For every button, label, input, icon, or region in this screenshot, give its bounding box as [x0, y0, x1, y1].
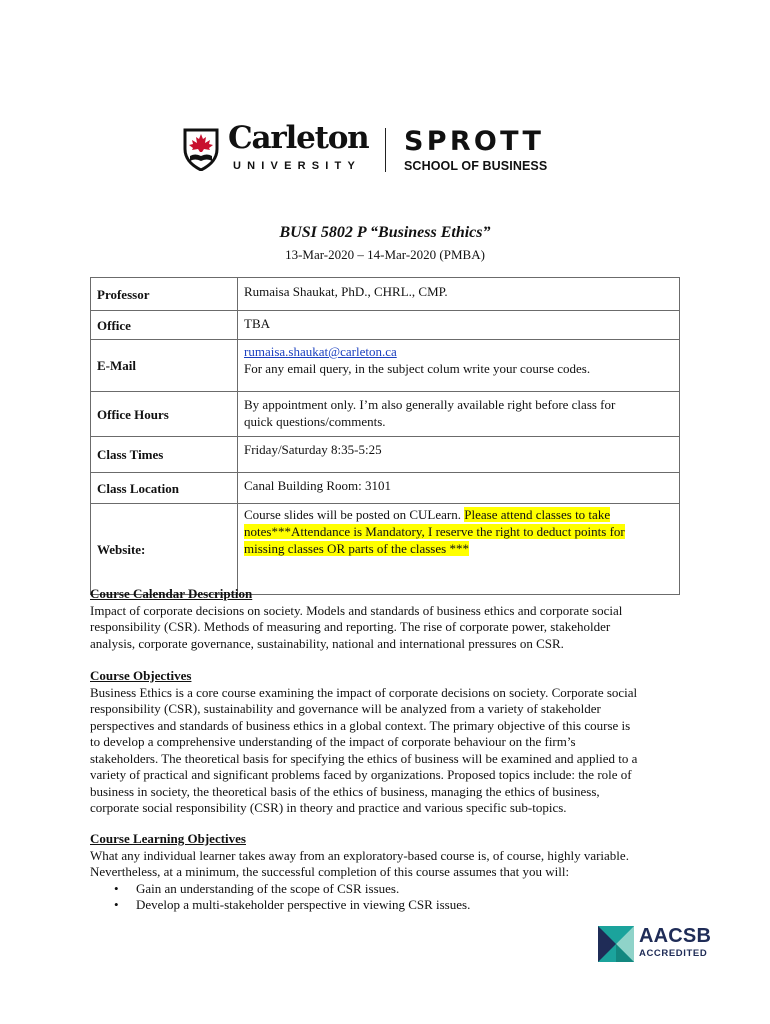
paragraph-line: responsibility (CSR). Methods of measuring and reporting. The rise of corporate power, stakeholder [90, 619, 611, 634]
website-cell [238, 504, 680, 595]
course-title: BUSI 5802 P “Business Ethics” [279, 224, 491, 241]
website-text: Course slides will be posted on CULearn. [244, 507, 465, 522]
paragraph-line: variety of practical and significant problems faced by organizations. Proposed topics include: the role of [90, 767, 632, 782]
section-heading: Course Objectives [90, 668, 192, 683]
class-times-label: Class Times [91, 437, 238, 473]
class-location-label: Class Location [91, 473, 238, 504]
learning-objectives-section [90, 831, 690, 914]
paragraph-line: responsibility (CSR), sustainability and governance will be analyzed from a variety of stakeholder [90, 701, 601, 716]
aacsb-badge [595, 915, 712, 978]
professor-value: Rumaisa Shaukat, PhD., CHRL., CMP. [238, 278, 680, 311]
professor-label: Professor [91, 278, 238, 311]
paragraph-line: What any individual learner takes away from an exploratory-based course is, of course, highly variable. [90, 847, 629, 863]
website-label: Website: [91, 504, 238, 595]
calendar-description-section [90, 586, 690, 652]
attendance-highlight: notes***Attendance is Mandatory, I reserve the right to deduct points for [244, 524, 625, 539]
carleton-subtitle: UNIVERSITY [233, 160, 362, 172]
course-info-table [90, 277, 680, 595]
learning-bullets [90, 881, 690, 914]
table-row [91, 473, 680, 504]
list-item: • Gain an understanding of the scope of CSR issues. [90, 881, 690, 898]
course-dates: 13-Mar-2020 – 14-Mar-2020 (PMBA) [285, 247, 485, 262]
email-note: For any email query, in the subject colum write your course codes. [244, 361, 591, 376]
table-row [91, 311, 680, 340]
attendance-highlight: missing classes OR parts of the classes *** [244, 541, 469, 556]
table-row [91, 504, 680, 595]
section-heading: Course Learning Objectives [90, 831, 246, 846]
paragraph-line: analysis, corporate governance, sustainability, national and international pressures on CSR. [90, 635, 564, 651]
office-hours-line: By appointment only. I’m also generally available right before class for [244, 397, 616, 412]
table-row [91, 340, 680, 392]
office-hours-line: quick questions/comments. [244, 414, 386, 429]
carleton-wordmark: Carleton [228, 120, 369, 156]
sprott-subtitle: SCHOOL OF BUSINESS [404, 159, 548, 173]
paragraph-line: business in society, the theoretical basis of the ethics of business, managing the ethics of business, [90, 783, 600, 799]
aacsb-name: AACSB [639, 925, 712, 947]
list-item: • Develop a multi-stakeholder perspective in viewing CSR issues. [90, 897, 690, 914]
course-objectives-section [90, 668, 690, 817]
paragraph-line: perspectives and standards of business ethics in a global context. The primary objective of this course is [90, 717, 631, 733]
office-label: Office [91, 311, 238, 340]
office-hours-cell [238, 392, 680, 437]
paragraph-line: Impact of corporate decisions on society. Models and standards of business ethics and corporate social [90, 602, 623, 618]
logo-divider [385, 128, 386, 172]
aacsb-subtitle: ACCREDITED [639, 948, 708, 959]
class-times-value: Friday/Saturday 8:35-5:25 [238, 437, 680, 473]
table-row [91, 278, 680, 311]
sprott-wordmark: SPROTT [404, 126, 545, 157]
office-value: TBA [238, 311, 680, 340]
office-hours-label: Office Hours [91, 392, 238, 437]
table-row [91, 392, 680, 437]
paragraph-line: Nevertheless, at a minimum, the successful completion of this course assumes that you will: [90, 864, 570, 879]
paragraph-line: to develop a comprehensive understanding of the impact of corporate behaviour on the firm’s [90, 734, 576, 749]
maple-leaf-shield-icon [182, 127, 220, 171]
paragraph-line: Business Ethics is a core course examining the impact of corporate decisions on society. Corporate social [90, 684, 638, 700]
attendance-highlight: Please attend classes to take [464, 507, 611, 522]
aacsb-accredited-icon [598, 926, 634, 962]
email-link[interactable]: rumaisa.shaukat@carleton.ca [244, 344, 397, 359]
email-label: E-Mail [91, 340, 238, 392]
class-location-value: Canal Building Room: 3101 [238, 473, 680, 504]
paragraph-line: stakeholders. The theoretical basis for specifying the ethics of business will be examined and applied to a [90, 750, 638, 766]
paragraph-line: corporate social responsibility (CSR) in theory and practice and various specific sub-topics. [90, 800, 567, 815]
section-heading: Course Calendar Description [90, 586, 253, 601]
table-row [91, 437, 680, 473]
email-cell [238, 340, 680, 392]
header-logos [182, 120, 592, 176]
